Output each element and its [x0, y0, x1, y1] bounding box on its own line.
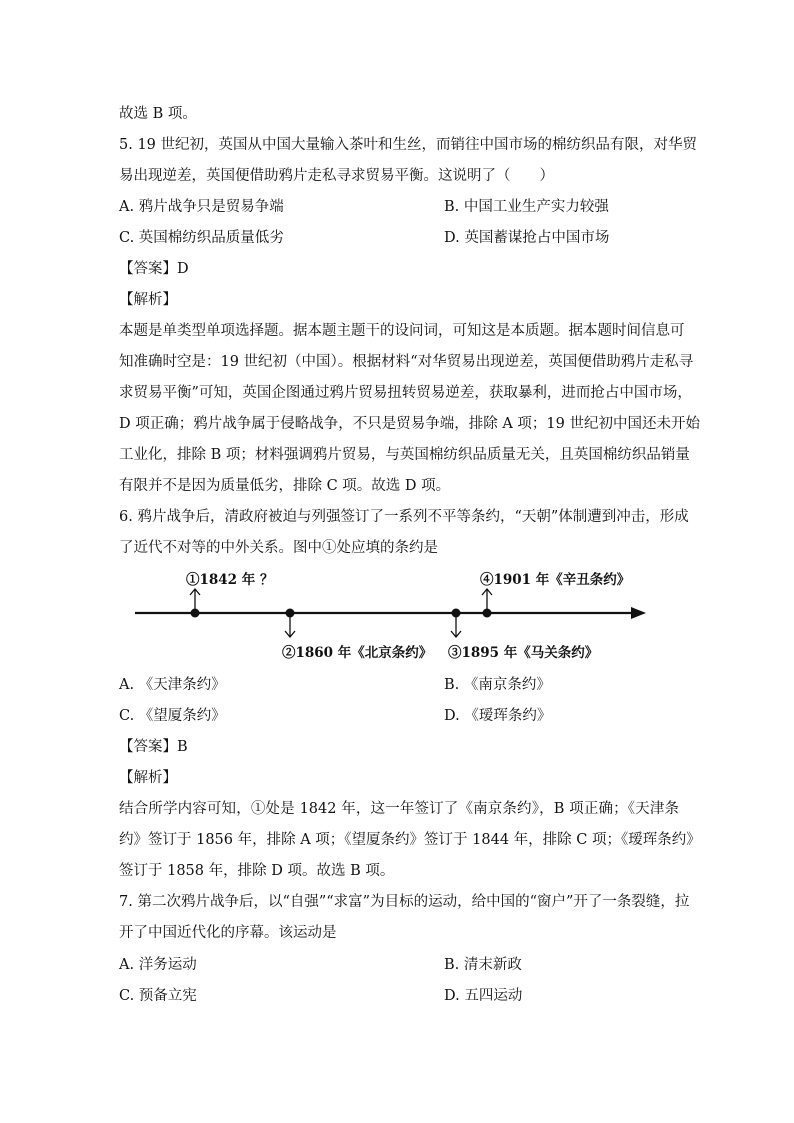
timeline-dot-1842 — [191, 609, 200, 618]
q5-explanation-line: D 项正确；鸦片战争属于侵略战争，不只是贸易争端，排除 A 项；19 世纪初中国还未开始 — [119, 416, 700, 432]
timeline-dot-1860 — [286, 609, 295, 618]
q7-option-d: D. 五四运动 — [444, 988, 523, 1004]
q6-analysis-heading: 【解析】 — [119, 770, 177, 786]
q7-option-b: B. 清末新政 — [444, 957, 522, 973]
q5-answer: 【答案】D — [119, 261, 189, 277]
q5-option-a: A. 鸦片战争只是贸易争端 — [119, 199, 284, 215]
q6-explanation-line: 签订于 1858 年，排除 D 项。故选 B 项。 — [119, 863, 395, 879]
question-7-stem-cont: 开了中国近代化的序幕。该运动是 — [119, 925, 337, 941]
q6-answer: 【答案】B — [119, 739, 188, 755]
question-7-stem: 7. 第二次鸦片战争后，以“自强”“求富”为目标的运动，给中国的“窗户”开了一条裂缝，拉 — [119, 894, 690, 910]
q5-option-d: D. 英国蓄谋抢占中国市场 — [444, 230, 610, 246]
question-5-stem-cont: 易出现逆差，英国便借助鸦片走私寻求贸易平衡。这说明了（ ） — [119, 168, 554, 184]
q7-option-c: C. 预备立宪 — [119, 988, 197, 1004]
question-6-stem-cont: 了近代不对等的中外关系。图中①处应填的条约是 — [119, 540, 438, 556]
q7-option-a: A. 洋务运动 — [119, 957, 197, 973]
timeline-figure — [132, 568, 652, 668]
q5-option-b: B. 中国工业生产实力较强 — [444, 199, 609, 215]
q6-option-b: B. 《南京条约》 — [444, 677, 551, 693]
timeline-label-1901: ④1901 年《辛丑条约》 — [480, 572, 631, 588]
timeline-dot-1901 — [483, 609, 492, 618]
question-5-stem: 5. 19 世纪初，英国从中国大量输入茶叶和生丝，而销往中国市场的棉纺织品有限，对华贸 — [119, 137, 697, 153]
q6-explanation-line: 结合所学内容可知，①处是 1842 年，这一年签订了《南京条约》，B 项正确；《天津条 — [119, 801, 679, 817]
timeline-label-1895: ③1895 年《马关条约》 — [448, 645, 599, 661]
q5-explanation-line: 工业化，排除 B 项；材料强调鸦片贸易，与英国棉纺织品质量无关，且英国棉纺织品销量 — [119, 447, 690, 463]
q5-analysis-heading: 【解析】 — [119, 292, 177, 308]
q6-option-a: A. 《天津条约》 — [119, 677, 226, 693]
q6-option-d: D. 《瑷珲条约》 — [444, 708, 552, 724]
q5-explanation-line: 求贸易平衡”可知，英国企图通过鸦片贸易扭转贸易逆差，获取暴利，进而抢占中国市场， — [119, 385, 692, 401]
text-line: 故选 B 项。 — [119, 106, 197, 122]
q6-option-c: C. 《望厦条约》 — [119, 708, 226, 724]
q5-option-c: C. 英国棉纺织品质量低劣 — [119, 230, 284, 246]
timeline-label-1842: ①1842 年 ？ — [186, 572, 274, 588]
q5-explanation-line: 知准确时空是：19 世纪初（中国）。根据材料“对华贸易出现逆差，英国便借助鸦片走私寻 — [119, 354, 694, 370]
timeline-dot-1895 — [452, 609, 461, 618]
q5-explanation-line: 有限并不是因为质量低劣，排除 C 项。故选 D 项。 — [119, 478, 451, 494]
timeline-arrowhead — [631, 607, 646, 619]
question-6-stem: 6. 鸦片战争后，清政府被迫与列强签订了一系列不平等条约，“天朝”体制遭到冲击，形成 — [119, 509, 689, 525]
q6-explanation-line: 约》签订于 1856 年，排除 A 项；《望厦条约》签订于 1844 年，排除 C 项；《瑷珲条约》 — [119, 832, 701, 848]
timeline-label-1860: ②1860 年《北京条约》 — [282, 645, 433, 661]
q5-explanation-line: 本题是单类型单项选择题。据本题主题干的设问词，可知这是本质题。据本题时间信息可 — [119, 323, 685, 339]
